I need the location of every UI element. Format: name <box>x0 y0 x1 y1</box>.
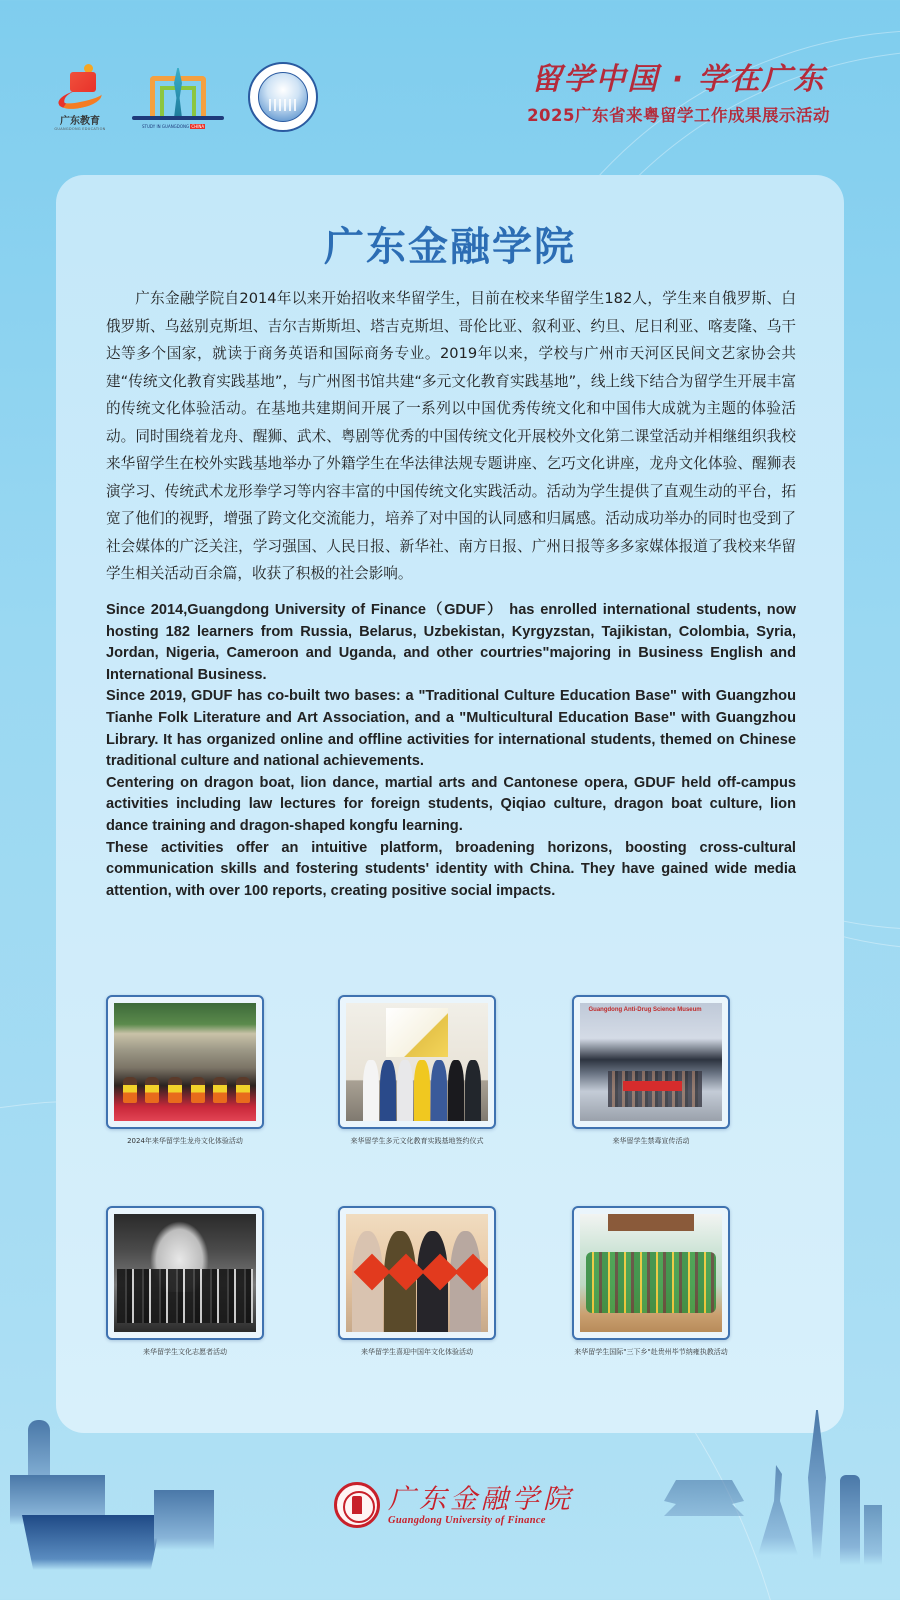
photo-frame[interactable] <box>338 1206 496 1340</box>
signing-ceremony-photo <box>346 1003 488 1121</box>
page-header <box>0 0 900 160</box>
photo-item-signing-ceremony <box>338 995 496 1146</box>
photo-caption: 2024年来华留学生龙舟文化体验活动 <box>127 1137 243 1145</box>
guangdong-education-mark-icon <box>56 64 104 110</box>
guangdong-education-sublabel: GUANGDONG EDUCATION <box>54 127 106 131</box>
scut-seal-logo <box>248 62 318 132</box>
english-paragraph: Since 2019, GDUF has co-built two bases: a "Traditional Culture Education Base" with Guangzhou Tianhe Folk Literature and Art Association, and a "Multicultural Education Base" with Guangzhou Library. It has organized online and offline activities for international students, themed on Chinese traditional culture and national achievements. <box>106 688 796 770</box>
english-paragraph: These activities offer an intuitive platform, broadening horizons, boosting cross-cultural communication skills and fostering students' identity with China. They have gained wide media attention, with over 100 reports, creating positive social impacts. <box>106 839 796 899</box>
photo-caption: 来华留学生禁毒宣传活动 <box>612 1137 690 1145</box>
photo-item-anti-drug <box>572 995 730 1146</box>
guangdong-education-label: 广东教育 <box>60 116 100 127</box>
photo-caption: 来华留学生多元文化教育实践基地签约仪式 <box>350 1137 484 1145</box>
museum-sign: Guangdong Anti-Drug Science Museum <box>588 1006 702 1013</box>
chinese-description: 广东金融学院自2014年以来开始招收来华留学生，目前在校来华留学生182人，学生来自俄罗斯、白俄罗斯、乌兹别克斯坦、吉尔吉斯斯坦、塔吉克斯坦、哥伦比亚、叙利亚、约旦、尼日利亚、喀麦隆、乌干达等多个国家，就读于商务英语和国际商务专业。2019年以来，学校与广州市天河区民间文艺家协会共建“传统文化教育实践基地”，与广州图书馆共建“多元文化教育实践基地”，线上线下结合为留学生开展丰富的传统文化体验活动。在基地共建期间开展了一系列以中国优秀传统文化和中国伟大成就为主题的体验活动。同时围绕着龙舟、醒狮、武术、粤剧等优秀的中国传统文化开展校外文化第二课堂活动并相继组织我校来华留学生在校外实践基地举办了外籍学生在华法律法规专题讲座、乞巧文化讲座，龙舟文化体验、醒狮表演学习、传统武术龙形拳学习等内容丰富的中国传统文化实践活动。活动为学生提供了直观生动的平台，拓宽了他们的视野，增强了跨文化交流能力，培养了对中国的认同感和归属感。活动成功举办的同时也受到了社会媒体的广泛关注，学习强国、人民日报、新华社、南方日报、广州日报等多多家媒体报道了我校来华留学生相关活动百余篇，收获了积极的社会影响。 <box>106 290 796 582</box>
gduf-seal-icon <box>334 1482 380 1528</box>
photo-frame[interactable] <box>106 995 264 1129</box>
campus-skyline-left <box>8 1420 208 1570</box>
photo-caption: 来华留学生国际"三下乡"赴贵州毕节纳雍执教活动 <box>574 1348 728 1356</box>
scut-emblem-icon <box>258 72 308 122</box>
red-banner <box>623 1081 683 1092</box>
gduf-footer-logo <box>334 1482 574 1528</box>
english-paragraph: Since 2014,Guangdong University of Finance（GDUF） has enrolled international students, now hosting 182 learners from Russia, Belarus, Uzbekistan, Kyrgyzstan, Tajikistan, Colombia, Syria, Jordan, Nigeria, Cameroon and Uganda, and other courtries"majoring in Business English and International Business. <box>106 602 796 683</box>
event-subtitle: 2025广东省来粤留学工作成果展示活动 <box>527 106 830 125</box>
photo-item-new-year <box>338 1206 496 1357</box>
event-slogan: 留学中国 · 学在广东 <box>531 62 826 97</box>
study-in-guangdong-label: STUDY IN GUANGDONG CHINA <box>142 124 205 129</box>
guangdong-education-logo <box>52 64 108 132</box>
city-skyline-right <box>660 1410 900 1580</box>
school-title: 广东金融学院 <box>324 224 576 270</box>
gduf-name-cn: 广东金融学院 <box>388 1483 574 1515</box>
photo-frame[interactable] <box>338 995 496 1129</box>
photo-item-teaching <box>572 1206 730 1357</box>
gduf-name-en: Guangdong University of Finance <box>388 1514 546 1526</box>
english-paragraph: Centering on dragon boat, lion dance, martial arts and Cantonese opera, GDUF held off-campus activities including law lectures for foreign students, Qiqiao culture, dragon boat culture, lion dance training and dragon-shaped kongfu learning. <box>106 774 796 834</box>
english-description <box>106 600 796 902</box>
content-card <box>56 175 844 1433</box>
photo-frame[interactable] <box>572 995 730 1129</box>
photo-caption: 来华留学生喜迎中国年文化体验活动 <box>361 1348 473 1356</box>
anti-drug-museum-photo <box>580 1003 722 1121</box>
volunteer-activity-photo <box>114 1214 256 1332</box>
photo-item-dragon-boat <box>106 995 264 1146</box>
dragon-boat-photo <box>114 1003 256 1121</box>
photo-frame[interactable] <box>572 1206 730 1340</box>
presentation-screen <box>386 1008 448 1058</box>
new-year-activity-photo <box>346 1214 488 1332</box>
partner-logos <box>52 64 318 132</box>
study-in-guangdong-logo <box>132 64 224 132</box>
event-title-block <box>527 62 830 126</box>
photo-frame[interactable] <box>106 1206 264 1340</box>
photo-item-volunteer <box>106 1206 264 1357</box>
teaching-activity-photo <box>580 1214 722 1332</box>
photo-caption: 来华留学生文化志愿者活动 <box>143 1348 227 1356</box>
